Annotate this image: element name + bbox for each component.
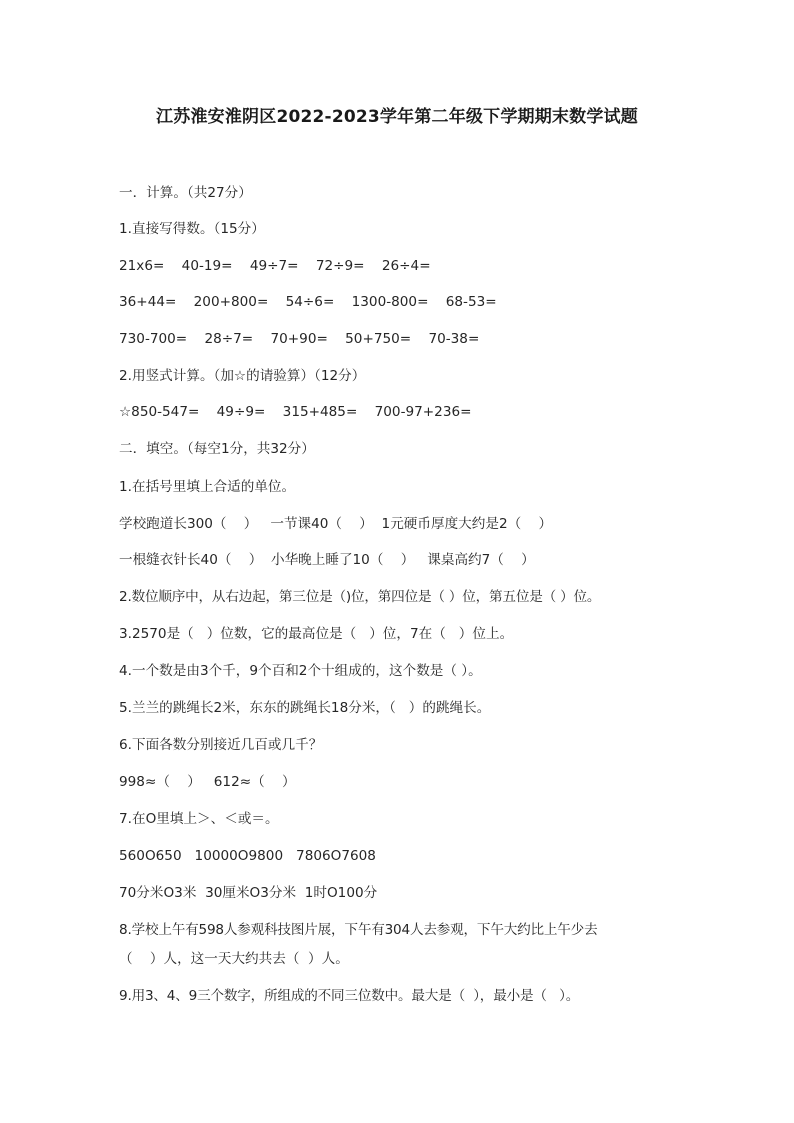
question-2-1: 1.在括号里填上合适的单位。: [119, 479, 296, 495]
section-two-heading: 二．填空。（每空1分，共32分）: [119, 441, 315, 457]
question-2-7: 7.在O里填上＞、＜或＝。: [119, 811, 279, 827]
document-title: 江苏淮安淮阴区2022-2023学年第二年级下学期期末数学试题: [156, 107, 638, 127]
question-2-8: 8.学校上午有598人参观科技图片展，下午有304人去参观，下午大约比上午少去: [119, 922, 598, 938]
calc-row-3: 730-700= 28÷7= 70+90= 50+750= 70-38=: [119, 331, 480, 347]
vertical-calc-row: ☆850-547= 49÷9= 315+485= 700-97+236=: [119, 404, 472, 420]
question-2-3: 3.2570是（ ）位数，它的最高位是（ ）位，7在（ ）位上。: [119, 626, 514, 642]
approx-row: 998≈（ ） 612≈（ ）: [119, 774, 296, 790]
units-row-1: 学校跑道长300（ ） 一节课40（ ） 1元硬币厚度大约是2（ ）: [119, 516, 553, 532]
question-2-6: 6.下面各数分别接近几百或几千？: [119, 737, 323, 753]
question-2-8-continued: （ ）人，这一天大约共去（ ）人。: [119, 951, 349, 967]
question-1-1-heading: 1.直接写得数。（15分）: [119, 221, 265, 237]
question-2-5: 5.兰兰的跳绳长2米，东东的跳绳长18分米，（ ）的跳绳长。: [119, 700, 491, 716]
question-2-2: 2.数位顺序中，从右边起，第三位是（)位，第四位是（ ）位，第五位是（ ）位。: [119, 589, 601, 605]
question-1-2-heading: 2.用竖式计算。（加☆的请验算）（12分）: [119, 368, 366, 384]
calc-row-2: 36+44= 200+800= 54÷6= 1300-800= 68-53=: [119, 294, 497, 310]
question-2-9: 9.用3、4、9三个数字，所组成的不同三位数中。最大是（ ），最小是（ ）。: [119, 988, 580, 1004]
compare-row-2: 70分米O3米 30厘米O3分米 1时O100分: [119, 885, 378, 901]
units-row-2: 一根缝衣针长40（ ） 小华晚上睡了10（ ） 课桌高约7（ ）: [119, 552, 535, 568]
compare-row-1: 560O650 10000O9800 7806O7608: [119, 848, 376, 864]
question-2-4: 4.一个数是由3个千，9个百和2个十组成的，这个数是（ ）。: [119, 663, 482, 679]
section-one-heading: 一．计算。（共27分）: [119, 185, 252, 201]
calc-row-1: 21x6= 40-19= 49÷7= 72÷9= 26÷4=: [119, 258, 431, 274]
